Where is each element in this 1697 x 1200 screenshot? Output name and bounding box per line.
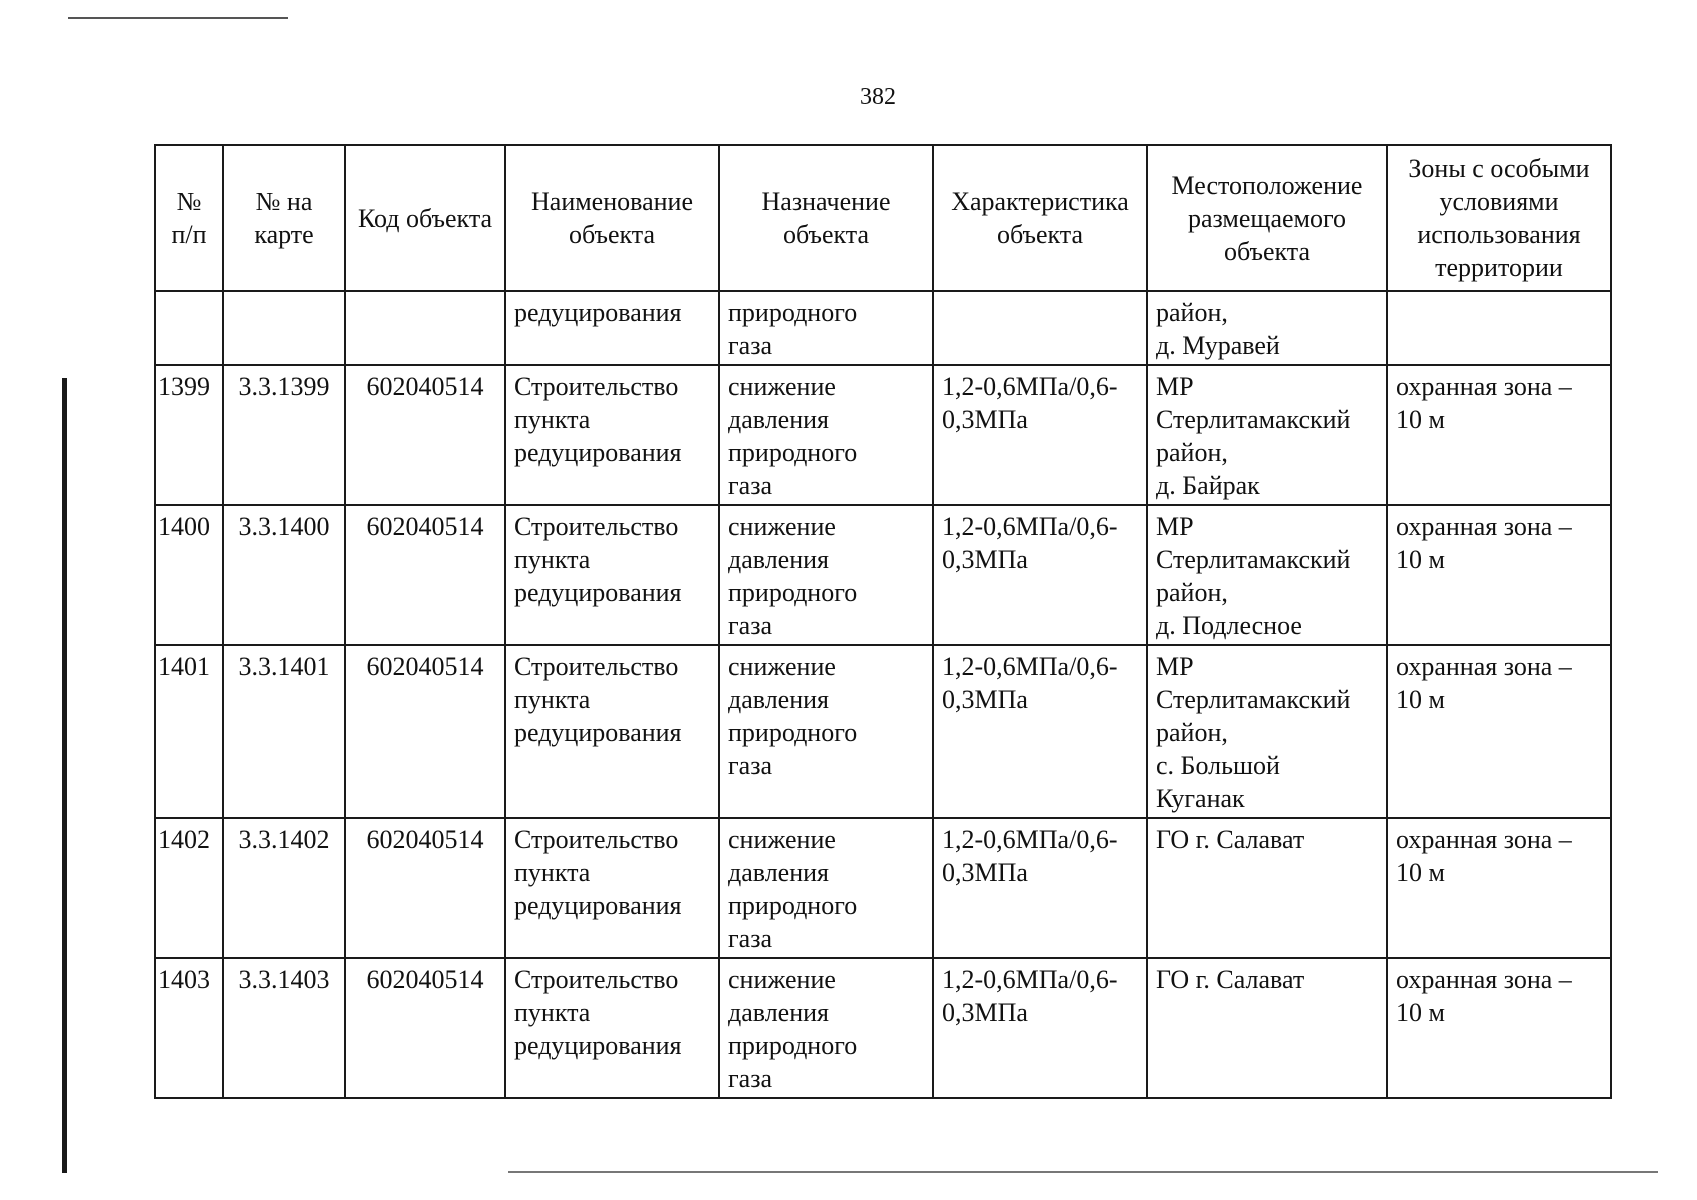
cell-empty <box>155 291 223 365</box>
header-row-number: № п/п <box>155 145 223 291</box>
cell-object-name: редуцирования <box>505 291 719 365</box>
objects-table <box>154 144 1612 1099</box>
header-object-name: Наименование объекта <box>505 145 719 291</box>
cell-object-characteristic: 1,2-0,6МПа/0,6- 0,3МПа <box>933 505 1147 645</box>
cell-object-characteristic: 1,2-0,6МПа/0,6- 0,3МПа <box>933 958 1147 1098</box>
scan-artifact-top-line <box>68 17 288 19</box>
header-object-purpose: Назначение объекта <box>719 145 933 291</box>
cell-special-zone: охранная зона – 10 м <box>1387 365 1611 505</box>
cell-object-name: Строительство пункта редуцирования <box>505 818 719 958</box>
cell-special-zone: охранная зона – 10 м <box>1387 958 1611 1098</box>
cell-empty <box>933 291 1147 365</box>
cell-special-zone: охранная зона – 10 м <box>1387 818 1611 958</box>
cell-empty <box>345 291 505 365</box>
cell-object-code: 602040514 <box>345 505 505 645</box>
scan-artifact-left-edge <box>62 378 67 1173</box>
cell-object-code: 602040514 <box>345 365 505 505</box>
cell-map-number: 3.3.1399 <box>223 365 345 505</box>
cell-map-number: 3.3.1402 <box>223 818 345 958</box>
cell-object-purpose: снижение давления природного газа <box>719 958 933 1098</box>
page-number: 382 <box>860 84 896 110</box>
cell-row-number: 1399 <box>155 365 223 505</box>
cell-object-purpose: снижение давления природного газа <box>719 818 933 958</box>
cell-object-characteristic: 1,2-0,6МПа/0,6- 0,3МПа <box>933 645 1147 818</box>
cell-object-name: Строительство пункта редуцирования <box>505 365 719 505</box>
cell-object-location: район, д. Муравей <box>1147 291 1387 365</box>
cell-object-code: 602040514 <box>345 958 505 1098</box>
cell-object-name: Строительство пункта редуцирования <box>505 958 719 1098</box>
scan-artifact-bottom-line <box>508 1171 1658 1173</box>
cell-object-purpose: снижение давления природного газа <box>719 505 933 645</box>
cell-map-number: 3.3.1401 <box>223 645 345 818</box>
cell-map-number: 3.3.1403 <box>223 958 345 1098</box>
cell-row-number: 1403 <box>155 958 223 1098</box>
table-header-row <box>155 145 1611 291</box>
cell-row-number: 1401 <box>155 645 223 818</box>
cell-object-location: ГО г. Салават <box>1147 958 1387 1098</box>
cell-empty <box>1387 291 1611 365</box>
table-row <box>155 505 1611 645</box>
cell-empty <box>223 291 345 365</box>
cell-object-location: МР Стерлитамакский район, д. Подлесное <box>1147 505 1387 645</box>
cell-object-name: Строительство пункта редуцирования <box>505 505 719 645</box>
cell-object-location: МР Стерлитамакский район, д. Байрак <box>1147 365 1387 505</box>
header-object-location: Местоположение размещаемого объекта <box>1147 145 1387 291</box>
header-map-number: № на карте <box>223 145 345 291</box>
table-row <box>155 645 1611 818</box>
table-row-continuation <box>155 291 1611 365</box>
cell-object-characteristic: 1,2-0,6МПа/0,6- 0,3МПа <box>933 818 1147 958</box>
cell-special-zone: охранная зона – 10 м <box>1387 505 1611 645</box>
cell-row-number: 1402 <box>155 818 223 958</box>
header-object-code: Код объекта <box>345 145 505 291</box>
cell-object-purpose: природного газа <box>719 291 933 365</box>
cell-object-characteristic: 1,2-0,6МПа/0,6- 0,3МПа <box>933 365 1147 505</box>
cell-object-code: 602040514 <box>345 645 505 818</box>
table-row <box>155 365 1611 505</box>
cell-object-location: МР Стерлитамакский район, с. Большой Куганак <box>1147 645 1387 818</box>
table-row <box>155 818 1611 958</box>
cell-object-location: ГО г. Салават <box>1147 818 1387 958</box>
table-row <box>155 958 1611 1098</box>
cell-object-purpose: снижение давления природного газа <box>719 645 933 818</box>
header-object-characteristic: Характеристика объекта <box>933 145 1147 291</box>
cell-row-number: 1400 <box>155 505 223 645</box>
cell-special-zone: охранная зона – 10 м <box>1387 645 1611 818</box>
cell-object-code: 602040514 <box>345 818 505 958</box>
cell-object-name: Строительство пункта редуцирования <box>505 645 719 818</box>
cell-object-purpose: снижение давления природного газа <box>719 365 933 505</box>
cell-map-number: 3.3.1400 <box>223 505 345 645</box>
header-special-zones: Зоны с особыми условиями использования территории <box>1387 145 1611 291</box>
